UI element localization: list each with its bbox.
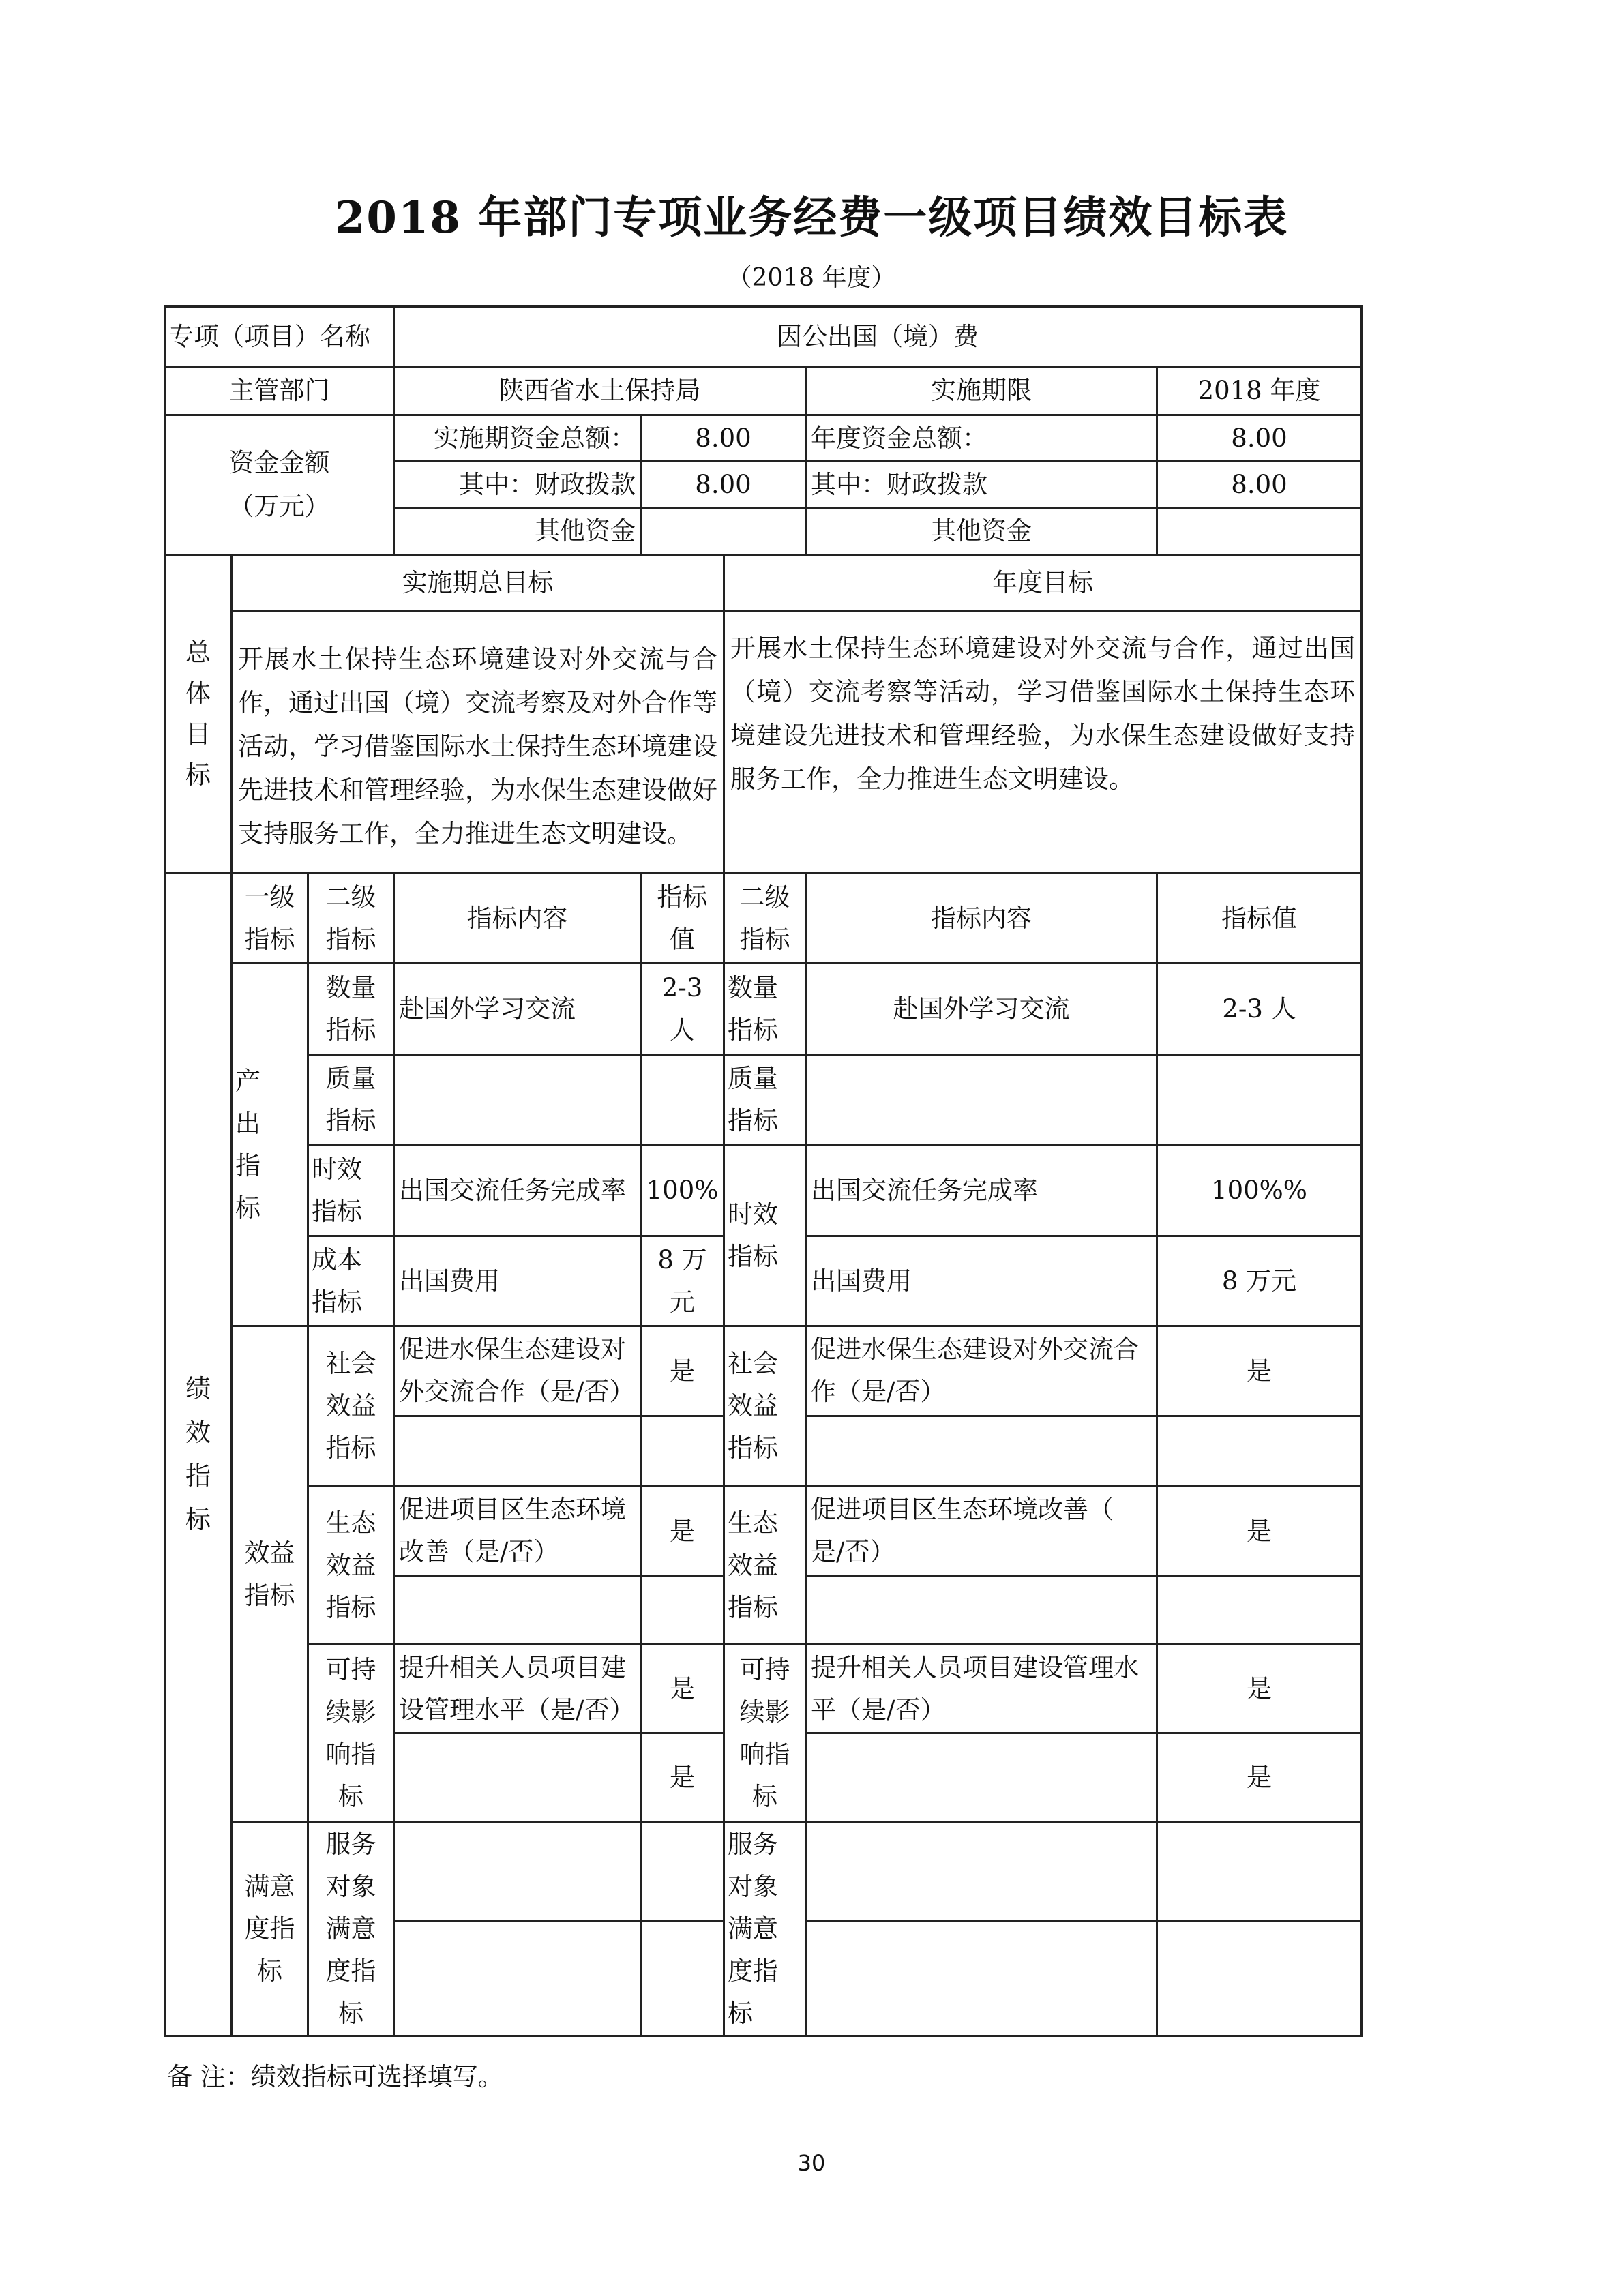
sustain-benefit-label: 可持 续影 响指 标 [308, 1645, 394, 1823]
social-benefit-label-right: 社会 效益 指标 [724, 1326, 806, 1487]
other-funds-label-annual: 其他资金 [806, 508, 1157, 555]
value-header-left: 指标值 [641, 874, 724, 964]
other-funds-value-period [641, 508, 806, 555]
service-value-right-2 [1157, 1921, 1362, 2036]
level2-header-left: 二级 指标 [308, 874, 394, 964]
sustain-benefit-label-right: 可持 续影 响指 标 [724, 1645, 806, 1823]
sustain-value-left: 是 [641, 1645, 724, 1733]
quality-content-right [806, 1055, 1157, 1146]
service-value-left [641, 1823, 724, 1921]
benefit-indicator-label: 效益 指标 [232, 1326, 308, 1823]
output-indicator-label: 产 出 指 标 [232, 964, 308, 1326]
cost-content-left: 出国费用 [394, 1236, 641, 1326]
timeliness-content-left: 出国交流任务完成率 [394, 1146, 641, 1236]
page-subtitle: （2018 年度） [727, 264, 896, 292]
performance-section-label: 绩 效 指 标 [165, 874, 232, 2036]
service-value-right [1157, 1823, 1362, 1921]
fiscal-label-period: 其中：财政拨款 [394, 462, 641, 508]
service-content-left [394, 1823, 641, 1921]
service-satisfaction-label: 服务 对象 满意 度指 标 [308, 1823, 394, 2036]
eco-content-right-2 [806, 1577, 1157, 1645]
sustain-value-right: 是 [1157, 1645, 1362, 1733]
eco-content-left-2 [394, 1577, 641, 1645]
quality-value-right [1157, 1055, 1362, 1146]
annual-goal-header: 年度目标 [724, 555, 1362, 611]
page-number: 30 [797, 2150, 826, 2176]
value-header-right: 指标值 [1157, 874, 1362, 964]
overall-goal-label: 总 体 目 标 [165, 555, 232, 874]
eco-value-left-2 [641, 1577, 724, 1645]
quantity-content-left: 赴国外学习交流 [394, 964, 641, 1055]
social-value-left-2 [641, 1416, 724, 1487]
fiscal-value-annual: 8.00 [1157, 462, 1362, 508]
quantity-value-right: 2-3 人 [1157, 964, 1362, 1055]
project-name-label: 专项（项目）名称 [165, 307, 394, 367]
quality-value-left [641, 1055, 724, 1146]
fiscal-label-annual: 其中：财政拨款 [806, 462, 1157, 508]
eco-benefit-label: 生态 效益 指标 [308, 1487, 394, 1645]
annual-funds-label: 年度资金总额： [806, 415, 1157, 462]
timeliness-content-right: 出国交流任务完成率 [806, 1146, 1157, 1236]
total-funds-label: 实施期资金总额： [394, 415, 641, 462]
sustain-content-left: 提升相关人员项目建设管理水平（是/否） [394, 1645, 641, 1733]
social-content-right: 促进水保生态建设对外交流合作（是/否） [806, 1326, 1157, 1416]
annual-funds-value: 8.00 [1157, 415, 1362, 462]
performance-table [164, 305, 1363, 2037]
content-header-right: 指标内容 [806, 874, 1157, 964]
eco-value-right: 是 [1157, 1487, 1362, 1577]
eco-value-right-2 [1157, 1577, 1362, 1645]
social-value-right: 是 [1157, 1326, 1362, 1416]
eco-content-left: 促进项目区生态环境改善（是/否） [394, 1487, 641, 1577]
total-funds-value: 8.00 [641, 415, 806, 462]
eco-benefit-label-right: 生态 效益 指标 [724, 1487, 806, 1645]
period-goal-header: 实施期总目标 [232, 555, 724, 611]
service-satisfaction-label-right: 服务 对象 满意 度指 标 [724, 1823, 806, 2036]
period-value: 2018 年度 [1157, 367, 1362, 415]
page-title: 2018 年部门专项业务经费一级项目绩效目标表 [334, 192, 1289, 243]
social-value-left: 是 [641, 1326, 724, 1416]
timeliness-value-right: 100%% [1157, 1146, 1362, 1236]
dept-label: 主管部门 [165, 367, 394, 415]
service-value-left-2 [641, 1921, 724, 2036]
sustain-value-right-2: 是 [1157, 1733, 1362, 1823]
dept-value: 陕西省水土保持局 [394, 367, 806, 415]
other-funds-value-annual [1157, 508, 1362, 555]
quantity-indicator-label: 数量 指标 [308, 964, 394, 1055]
service-content-right [806, 1823, 1157, 1921]
project-name-value: 因公出国（境）费 [394, 307, 1362, 367]
cost-value-right: 8 万元 [1157, 1236, 1362, 1326]
quantity-indicator-label-right: 数量 指标 [724, 964, 806, 1055]
service-content-right-2 [806, 1921, 1157, 2036]
cost-value-left: 8 万元 [641, 1236, 724, 1326]
quality-indicator-label-right: 质量 指标 [724, 1055, 806, 1146]
social-value-right-2 [1157, 1416, 1362, 1487]
timeliness-indicator-label: 时效 指标 [308, 1146, 394, 1236]
quality-content-left [394, 1055, 641, 1146]
service-content-left-2 [394, 1921, 641, 2036]
sustain-content-right: 提升相关人员项目建设管理水平（是/否） [806, 1645, 1157, 1733]
timeliness-value-left: 100% [641, 1146, 724, 1236]
cost-indicator-label: 成本 指标 [308, 1236, 394, 1326]
annual-goal-text: 开展水土保持生态环境建设对外交流与合作，通过出国（境）交流考察等活动，学习借鉴国际水土保持生态环境建设先进技术和管理经验，为水保生态建设做好支持服务工作，全力推进生态文明建设。 [724, 611, 1362, 874]
sustain-value-left-2: 是 [641, 1733, 724, 1823]
eco-content-right: 促进项目区生态环境改善（ 是/否） [806, 1487, 1157, 1577]
social-content-left: 促进水保生态建设对外交流合作（是/否） [394, 1326, 641, 1416]
period-goal-text: 开展水土保持生态环境建设对外交流与合作，通过出国（境）交流考察及对外合作等活动，学习借鉴国际水土保持生态环境建设先进技术和管理经验，为水保生态建设做好支持服务工作，全力推进生态文明建设。 [232, 611, 724, 874]
satisfaction-indicator-label: 满意 度指 标 [232, 1823, 308, 2036]
content-header-left: 指标内容 [394, 874, 641, 964]
eco-value-left: 是 [641, 1487, 724, 1577]
sustain-content-left-2 [394, 1733, 641, 1823]
quality-indicator-label: 质量 指标 [308, 1055, 394, 1146]
social-content-left-2 [394, 1416, 641, 1487]
period-label: 实施期限 [806, 367, 1157, 415]
social-content-right-2 [806, 1416, 1157, 1487]
quantity-value-left: 2-3 人 [641, 964, 724, 1055]
level2-header-right: 二级 指标 [724, 874, 806, 964]
social-benefit-label: 社会 效益 指标 [308, 1326, 394, 1487]
footnote: 备 注：绩效指标可选择填写。 [167, 2062, 503, 2091]
quantity-content-right: 赴国外学习交流 [806, 964, 1157, 1055]
fiscal-value-period: 8.00 [641, 462, 806, 508]
funds-label: 资金金额 （万元） [165, 415, 394, 555]
level1-header: 一级 指标 [232, 874, 308, 964]
sustain-content-right-2 [806, 1733, 1157, 1823]
other-funds-label-period: 其他资金 [394, 508, 641, 555]
cost-content-right: 出国费用 [806, 1236, 1157, 1326]
timeliness-indicator-label-right: 时效 指标 [724, 1146, 806, 1326]
